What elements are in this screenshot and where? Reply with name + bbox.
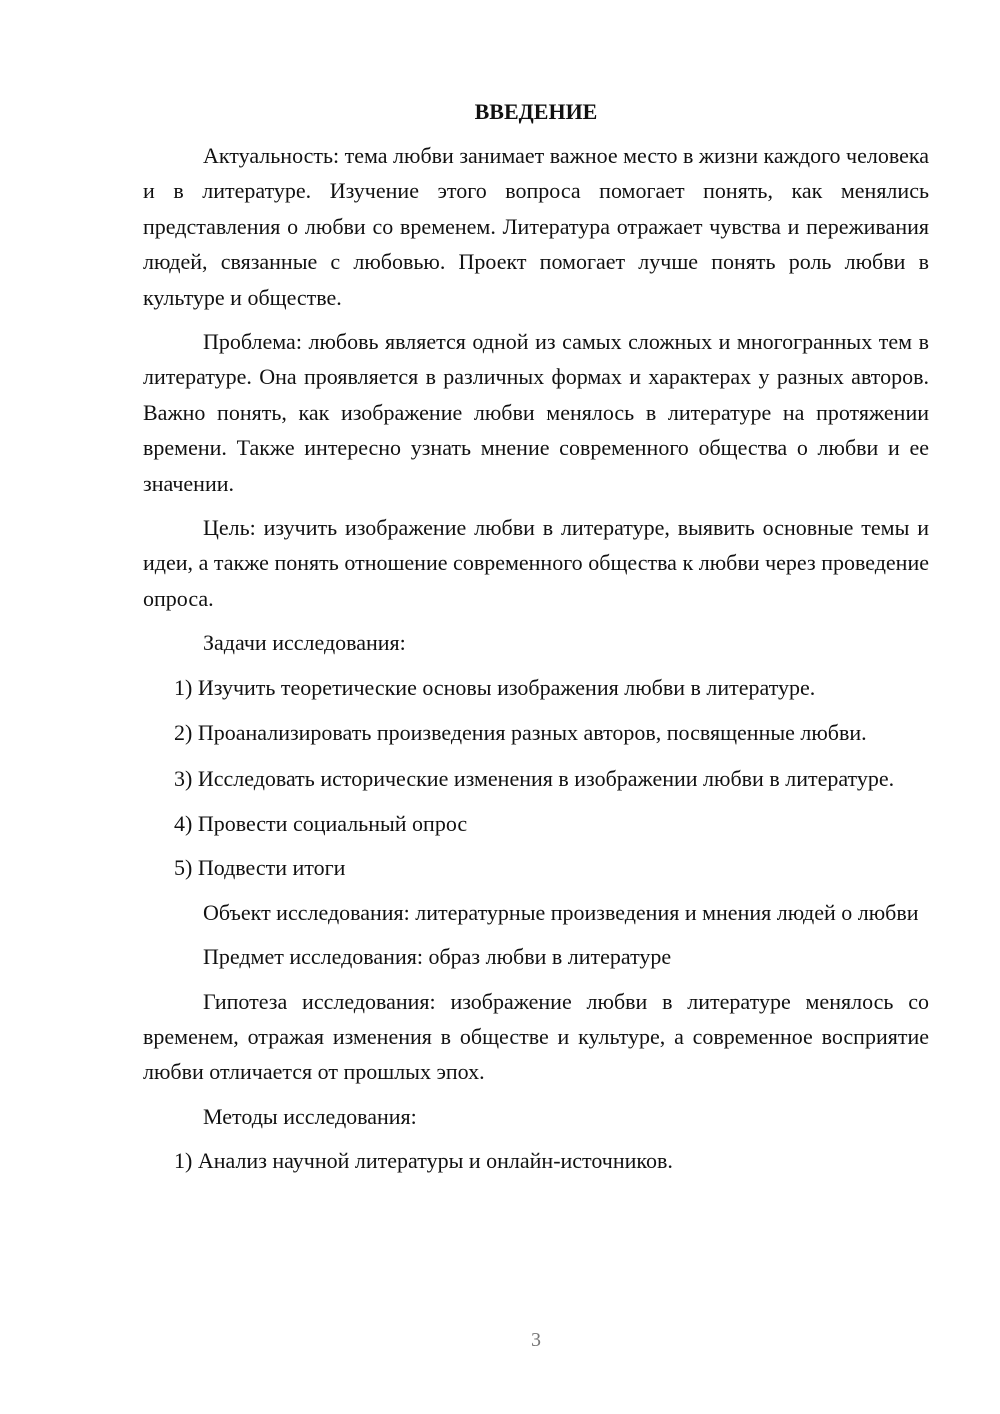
- task-item-2: 2) Проанализировать произведения разных авторов, посвященные любви.: [174, 720, 867, 746]
- object-paragraph: Объект исследования: литературные произведения и мнения людей о любви: [203, 899, 919, 925]
- methods-heading: Методы исследования:: [203, 1103, 417, 1129]
- hypothesis-paragraph: Гипотеза исследования: изображение любви в литературе менялось со временем, отражая изменения в обществе и культуре, а современное восприятие любви отличается от прошлых эпох.: [143, 988, 929, 1085]
- goal-paragraph: Цель: изучить изображение любви в литературе, выявить основные темы и идеи, а также понять отношение современного общества к любви через проведение опроса.: [143, 515, 929, 611]
- task-item-4: 4) Провести социальный опрос: [174, 810, 468, 836]
- document-page: [143, 94, 929, 1179]
- subject-paragraph: Предмет исследования: образ любви в литературе: [203, 944, 672, 970]
- relevance-paragraph: Актуальность: тема любви занимает важное место в жизни каждого человека и в литературе. Изучение этого вопроса помогает понять, как менялись представления о любви со временем. Литература отражает чувства и переживания людей, связанные с любовью. Проект помогает лучше понять роль любви в культуре и обществе.: [143, 143, 929, 310]
- section-title: ВВЕДЕНИЕ: [474, 99, 598, 124]
- problem-paragraph: Проблема: любовь является одной из самых сложных и многогранных тем в литературе. Она проявляется в различных формах и характерах у разных авторов. Важно понять, как изображение любви менялось в литературе на протяжении времени. Также интересно узнать мнение современного общества о любви и ее значении.: [143, 329, 929, 496]
- method-item-1: 1) Анализ научной литературы и онлайн-источников.: [174, 1148, 673, 1174]
- task-item-5: 5) Подвести итоги: [174, 855, 346, 881]
- tasks-heading: Задачи исследования:: [203, 630, 406, 656]
- page-number: 3: [531, 1329, 541, 1351]
- task-item-3: 3) Исследовать исторические изменения в изображении любви в литературе.: [174, 765, 895, 791]
- task-item-1: 1) Изучить теоретические основы изображения любви в литературе.: [174, 674, 816, 700]
